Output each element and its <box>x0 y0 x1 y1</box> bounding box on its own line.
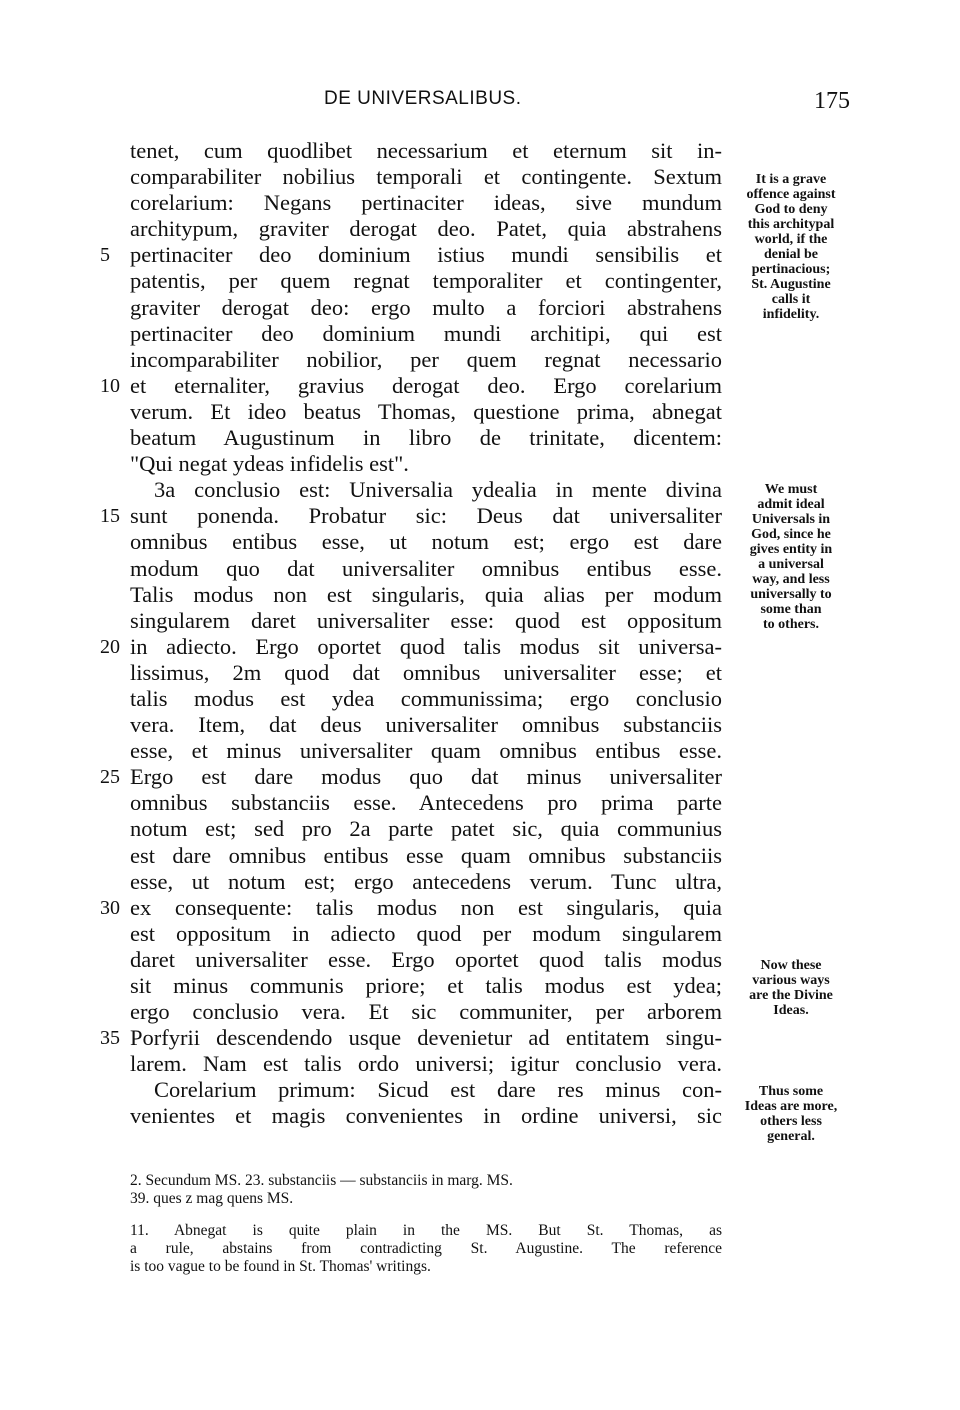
line-number: 25 <box>100 766 120 789</box>
text-line: graviter derogat deo: ergo multo a forciori abstrahens <box>130 294 722 320</box>
footnotes-notes <box>130 1222 722 1276</box>
text-line: pertinaciter deo dominium mundi architipi, qui est <box>130 320 722 346</box>
text-line: verum. Et ideo beatus Thomas, questione prima, abnegat <box>130 398 722 424</box>
text-line: tenet, cum quodlibet necessarium et eternum sit in- <box>130 138 722 163</box>
text-line: vera. Item, dat deus universaliter omnibus substanciis <box>130 712 722 738</box>
running-title: DE UNIVERSALIBUS. <box>324 88 522 109</box>
line-number: 5 <box>100 244 110 267</box>
text-line: est oppositum in adiecto quod per modum singularem <box>130 920 722 946</box>
line-number: 10 <box>100 374 120 397</box>
text-line: omnibus entibus esse, ut notum est; ergo est dare <box>130 529 722 555</box>
text-line: 5 pertinaciter deo dominium istius mundi sensibilis et <box>100 242 722 268</box>
margin-note: We must admit ideal Universals in God, since he gives entity in a universal way, and less universally to some than to others. <box>749 482 833 632</box>
line-number: 35 <box>100 1027 120 1050</box>
text-line: 3a conclusio est: Universalia ydealia in mente divina <box>154 477 722 503</box>
text-line: 20 in adiecto. Ergo oportet quod talis modus sit universa- <box>100 633 722 659</box>
text-line: 15 sunt ponenda. Probatur sic: Deus dat universaliter <box>100 503 722 529</box>
text-line: lissimus, 2m quod dat omnibus universaliter esse; et <box>130 659 722 685</box>
text-line: larem. Nam est talis ordo universi; igitur conclusio vera. <box>130 1051 722 1077</box>
text-line: notum est; sed pro 2a parte patet sic, quia communius <box>130 816 722 842</box>
text-line: talis modus est ydea communissima; ergo conclusio <box>130 685 722 711</box>
footnote-line: 11. Abnegat is quite plain in the MS. But St. Thomas, as <box>130 1222 722 1239</box>
margin-note: Thus some Ideas are more, others less general. <box>744 1084 838 1144</box>
footnotes-variants <box>130 1172 722 1208</box>
text-line: architypum, graviter derogat deo. Patet, quia abstrahens <box>130 216 722 242</box>
line-number: 20 <box>100 635 120 658</box>
text-line: beatum Augustinum in libro de trinitate, dicentem: <box>130 425 722 451</box>
text-line: comparabiliter nobilius temporali et contingente. Sextum <box>130 164 722 190</box>
main-text <box>100 138 722 1130</box>
text-line: daret universaliter esse. Ergo oportet quod talis modus <box>130 946 722 972</box>
text-line: ergo conclusio vera. Et sic communiter, per arborem <box>130 999 722 1025</box>
text-line: venientes et magis convenientes in ordine universi, sic <box>130 1103 722 1129</box>
text-line: 25 Ergo est dare modus quo dat minus universaliter <box>100 764 722 790</box>
margin-note: It is a grave offence against God to deny this architypal world, if the denial be pertinacious; St. Augustine calls it infidelity. <box>746 172 836 322</box>
text-line: corelarium: Negans pertinaciter ideas, sive mundum <box>130 190 722 216</box>
footnote-line: is too vague to be found in St. Thomas' writings. <box>130 1258 431 1275</box>
text-line: omnibus substanciis esse. Antecedens pro prima parte <box>130 790 722 816</box>
text-line: "Qui negat ydeas infidelis est". <box>130 451 409 477</box>
text-line: 10 et eternaliter, gravius derogat deo. Ergo corelarium <box>100 372 722 398</box>
text-line: patentis, per quem regnat temporaliter et contingenter, <box>130 268 722 294</box>
footnote-line: 2. Secundum MS. 23. substanciis — substanciis in marg. MS. <box>130 1172 513 1189</box>
line-number: 30 <box>100 896 120 919</box>
text-line: 30 ex consequente: talis modus non est singularis, quia <box>100 894 722 920</box>
text-line: Talis modus non est singularis, quia alias per modum <box>130 581 722 607</box>
text-line: esse, ut notum est; ergo antecedens verum. Tunc ultra, <box>130 868 722 894</box>
margin-note: Now these various ways are the Divine Ideas. <box>749 958 833 1018</box>
page-header <box>130 88 850 118</box>
text-line: esse, et minus universaliter quam omnibus entibus esse. <box>130 738 722 764</box>
text-line: incomparabiliter nobilior, per quem regnat necessario <box>130 346 722 372</box>
text-line: sit minus communis priore; et talis modus est ydea; <box>130 973 722 998</box>
text-line: singularem daret universaliter esse: quod est oppositum <box>130 607 722 633</box>
page-number: 175 <box>814 88 850 114</box>
footnote-line: 39. ques z mag quens MS. <box>130 1190 294 1207</box>
text-line: est dare omnibus entibus esse quam omnibus substanciis <box>130 842 722 868</box>
text-line: 35 Porfyrii descendendo usque devenietur ad entitatem singu- <box>100 1025 722 1051</box>
footnote-line: a rule, abstains from contradicting St. Augustine. The reference <box>130 1240 722 1257</box>
text-line: Corelarium primum: Sicud est dare res minus con- <box>154 1077 722 1103</box>
text-line: modum quo dat universaliter omnibus entibus esse. <box>130 555 722 581</box>
line-number: 15 <box>100 505 120 528</box>
